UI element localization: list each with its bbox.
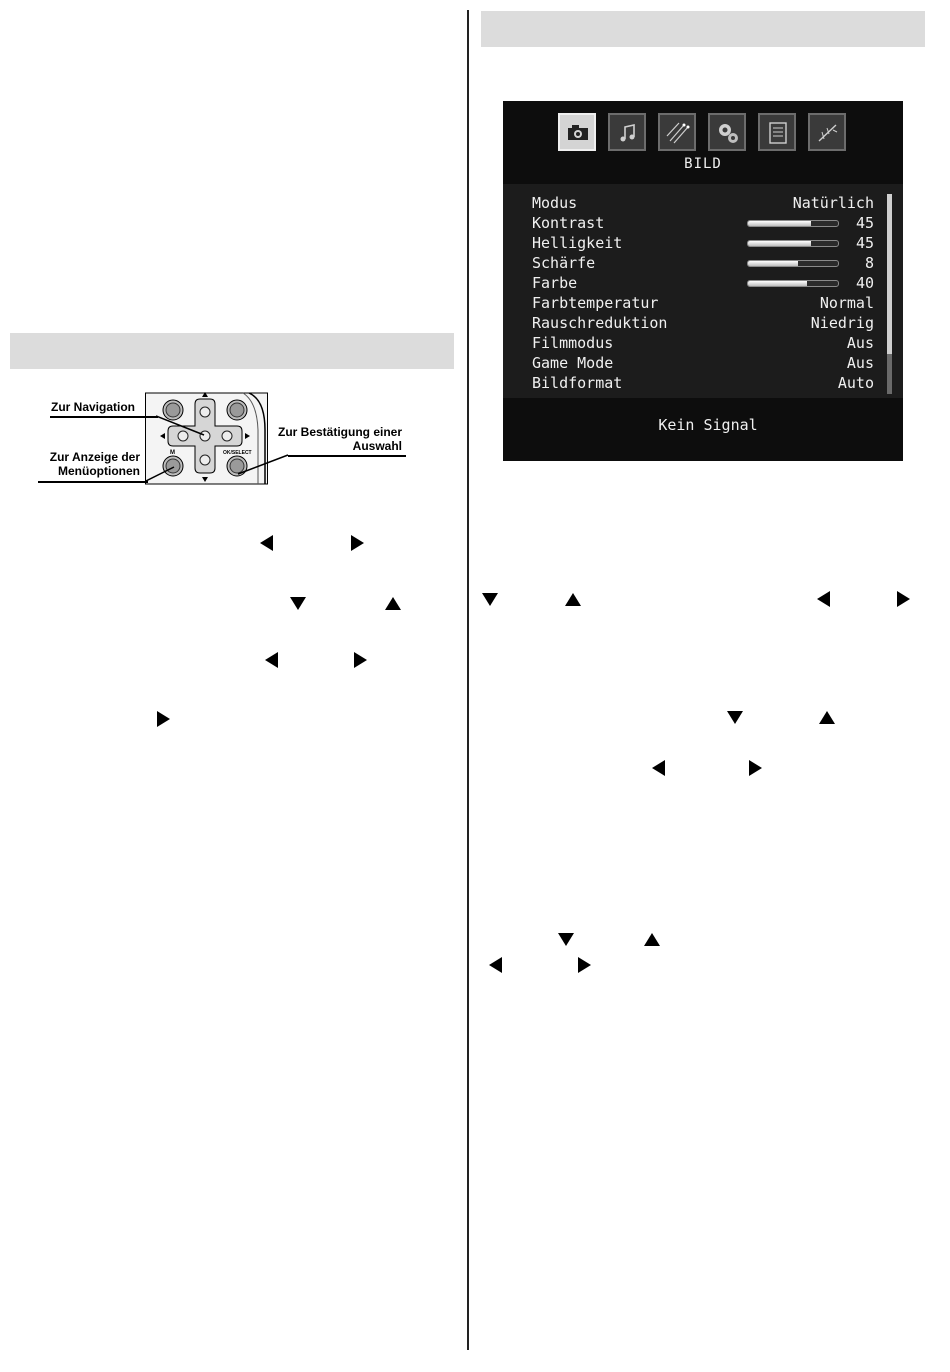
right-arrow-icon (578, 957, 591, 973)
menu-row-value: 8 (864, 254, 874, 272)
menu-row-label: Kontrast (532, 214, 605, 232)
up-arrow-icon (819, 711, 835, 724)
list-icon (764, 119, 792, 147)
menu-row-label: Schärfe (532, 254, 596, 272)
leader-line-menu (38, 481, 148, 483)
menu-row-label: Game Mode (532, 354, 614, 372)
callout-confirm-line1: Zur Bestätigung einer (277, 425, 402, 439)
up-arrow-icon (385, 597, 401, 610)
music-note-icon (614, 119, 642, 147)
column-divider (467, 10, 469, 1350)
down-arrow-icon (558, 933, 574, 946)
tab-sound[interactable] (608, 113, 646, 151)
down-arrow-icon (290, 597, 306, 610)
menu-row-slider[interactable] (747, 220, 839, 227)
menu-row-slider[interactable] (747, 260, 839, 267)
menu-row-farbe[interactable] (532, 273, 874, 293)
up-arrow-icon (565, 593, 581, 606)
menu-row-value: Auto (837, 374, 874, 392)
tab-install[interactable] (808, 113, 846, 151)
menu-row-label: Bildformat (532, 374, 623, 392)
menu-button-label: M (170, 450, 175, 456)
tab-features[interactable] (658, 113, 696, 151)
gears-icon (714, 119, 742, 147)
leader-line-confirm-diagonal (236, 454, 290, 476)
menu-row-value: Niedrig (810, 314, 874, 332)
status-message: Kein Signal (658, 416, 758, 434)
leader-line-confirm (288, 455, 406, 457)
menu-row-value: Natürlich (792, 194, 874, 212)
menu-list (503, 184, 903, 398)
menu-row-label: Filmmodus (532, 334, 614, 352)
callout-menu-line1: Zur Anzeige der (49, 450, 140, 464)
menu-row-label: Farbtemperatur (532, 294, 659, 312)
menu-row-value: 40 (855, 274, 874, 292)
menu-row-filmmodus[interactable] (532, 333, 874, 353)
right-arrow-icon (157, 711, 170, 727)
callout-confirm-line2: Auswahl (352, 439, 402, 453)
right-arrow-icon (354, 652, 367, 668)
antenna-icon (814, 119, 842, 147)
menu-row-kontrast[interactable] (532, 213, 874, 233)
menu-row-label: Rauschreduktion (532, 314, 668, 332)
down-arrow-icon (482, 593, 498, 606)
ok-button-label: OK/SELECT (223, 450, 252, 456)
menu-row-label: Farbe (532, 274, 578, 292)
callout-navigation: Zur Navigation (51, 400, 136, 414)
left-arrow-icon (260, 535, 273, 551)
right-arrow-icon (351, 535, 364, 551)
menu-row-slider[interactable] (747, 280, 839, 287)
down-arrow-icon (727, 711, 743, 724)
menu-row-schaerfe[interactable] (532, 253, 874, 273)
stars-icon (664, 119, 692, 147)
menu-row-value: Aus (846, 334, 874, 352)
tv-picture-menu (503, 101, 903, 461)
menu-row-slider[interactable] (747, 240, 839, 247)
menu-row-bildformat[interactable] (532, 373, 874, 393)
menu-row-modus[interactable] (532, 193, 874, 213)
camera-icon (564, 119, 592, 147)
leader-line-menu-diagonal (146, 465, 176, 483)
menu-row-game-mode[interactable] (532, 353, 874, 373)
menu-row-helligkeit[interactable] (532, 233, 874, 253)
left-arrow-icon (817, 591, 830, 607)
tab-picture[interactable] (558, 113, 596, 151)
menu-title: BILD (684, 156, 722, 172)
menu-row-farbtemperatur[interactable] (532, 293, 874, 313)
menu-row-label: Helligkeit (532, 234, 623, 252)
leader-line-navigation-diagonal (156, 415, 206, 437)
menu-row-value: 45 (855, 214, 874, 232)
section-heading-band-right (481, 11, 925, 47)
left-arrow-icon (489, 957, 502, 973)
menu-row-value: Aus (846, 354, 874, 372)
menu-row-value: Normal (819, 294, 874, 312)
left-arrow-icon (265, 652, 278, 668)
leader-line-navigation (50, 416, 158, 418)
right-arrow-icon (897, 591, 910, 607)
section-heading-band-left (10, 333, 454, 369)
tab-source[interactable] (758, 113, 796, 151)
menu-row-value: 45 (855, 234, 874, 252)
right-arrow-icon (749, 760, 762, 776)
menu-scrollbar-thumb[interactable] (887, 194, 892, 354)
remote-control-diagram (38, 390, 418, 490)
callout-menu-line2: Menüoptionen (58, 464, 140, 478)
up-arrow-icon (644, 933, 660, 946)
menu-row-label: Modus (532, 194, 578, 212)
menu-row-rauschreduktion[interactable] (532, 313, 874, 333)
tab-settings[interactable] (708, 113, 746, 151)
left-arrow-icon (652, 760, 665, 776)
